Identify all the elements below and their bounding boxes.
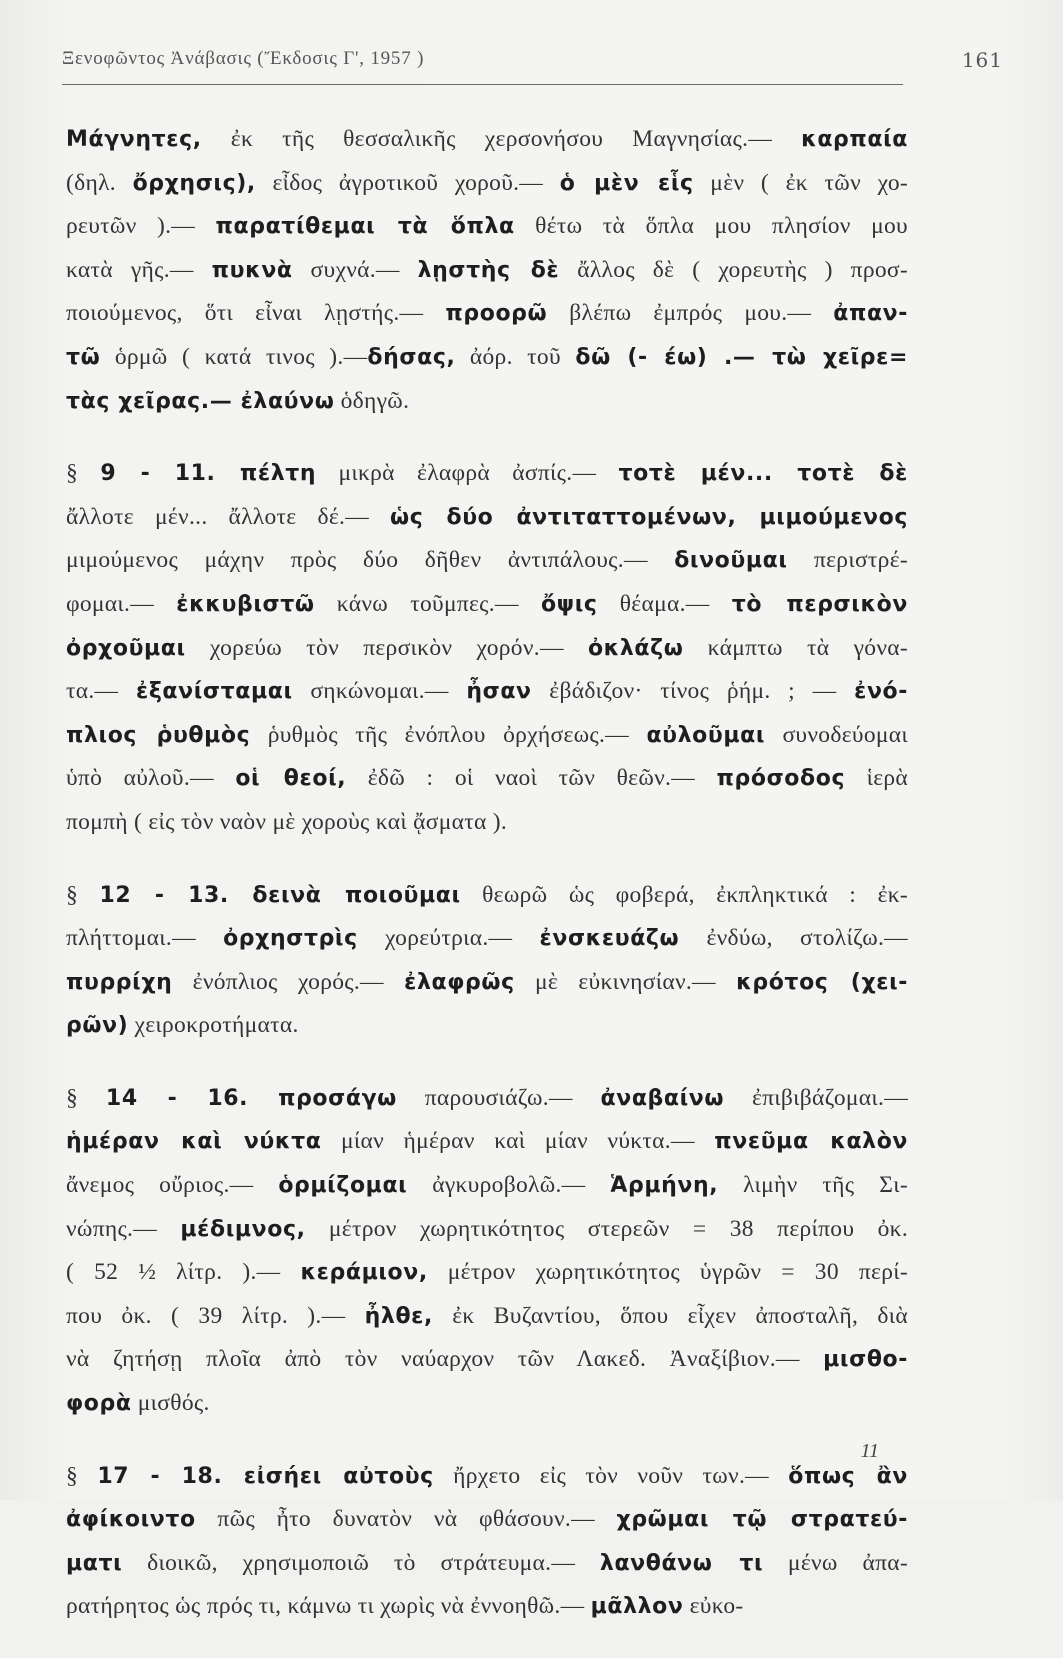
headword: ματι — [66, 1550, 123, 1576]
text-line — [66, 380, 908, 424]
headword: ρῶν) — [66, 1013, 129, 1039]
gloss-text: διοικῶ, χρησιμοποιῶ τὸ στράτευμα.— — [122, 1549, 600, 1576]
text-line — [66, 1338, 908, 1382]
headword: 12 - 13. δεινὰ ποιοῦμαι — [99, 882, 461, 908]
gloss-text: τα.— — [66, 678, 136, 705]
gloss-text: ( 52 ½ λίτρ. ).— — [66, 1259, 301, 1286]
gloss-text: εἶδος ἀγροτικοῦ χοροῦ.— — [255, 169, 560, 196]
headword: ἐνσκευάζω — [539, 926, 680, 952]
gloss-text: ἄλλοτε μέν... ἄλλοτε δέ.— — [66, 503, 391, 530]
headword: παρατίθεμαι τὰ ὅπλα — [215, 214, 515, 240]
gloss-text: ἤρχετο εἰς τὸν νοῦν των.— — [433, 1462, 789, 1489]
headword: ὁρμίζομαι — [278, 1173, 408, 1199]
running-title: Ξενοφῶντος Ἀνάβασις (Ἔκδοσις Γ', 1957 ) — [62, 48, 425, 69]
gloss-text: ὑπὸ αὐλοῦ.— — [66, 765, 236, 792]
gloss-text: κατὰ γῆς.— — [66, 256, 212, 283]
gloss-text: εὐκο- — [683, 1593, 744, 1620]
gloss-text: μικρὰ ἐλαφρὰ ἀσπίς.— — [316, 460, 619, 487]
text-line — [66, 1251, 908, 1295]
gloss-text: ὁδηγῶ. — [334, 387, 410, 414]
headword: ὅπως ἂν — [788, 1463, 908, 1489]
headword: αὐλοῦμαι — [646, 722, 765, 748]
gloss-text: βλέπω ἐμπρός μου.— — [547, 300, 834, 327]
glossary-paragraph — [66, 1455, 908, 1629]
text-line — [66, 1455, 908, 1499]
headword: κεράμιον, — [300, 1260, 428, 1286]
headword: πυκνὰ — [211, 257, 293, 283]
headword: 14 - 16. προσάγω — [105, 1085, 397, 1111]
headword: φορὰ — [66, 1391, 132, 1417]
running-head — [62, 44, 1003, 85]
headword: μᾶλλον — [590, 1594, 684, 1620]
gloss-text: μιμούμενος μάχην πρὸς δύο δῆθεν ἀντιπάλους.— — [66, 547, 675, 574]
gloss-text: συχνά.— — [292, 256, 418, 283]
text-line — [66, 1004, 908, 1048]
gloss-text: ἐνόπλιος χορός.— — [172, 968, 405, 995]
headword: ὁ μὲν εἷς — [559, 170, 694, 196]
text-line — [66, 292, 908, 336]
headword: πρόσοδος — [716, 766, 846, 792]
headword: ἀφίκοιντο — [66, 1507, 196, 1533]
headword: καρπαία — [801, 127, 908, 152]
headword: ἀναβαίνω — [600, 1085, 725, 1111]
gloss-text: § — [66, 460, 101, 487]
headword: 9 - 11. πέλτη — [100, 461, 317, 487]
gloss-text: χορεύω τὸν περσικὸν χορόν.— — [185, 634, 588, 661]
headword: λῃστὴς δὲ — [417, 257, 560, 283]
headword: πλιος ῥυθμὸς — [66, 722, 251, 748]
headword: μέδιμνος, — [180, 1216, 306, 1242]
gloss-text: περιστρέ- — [787, 547, 908, 574]
text-line — [66, 1164, 908, 1208]
gloss-text: μισθός. — [131, 1390, 210, 1417]
gloss-text: νώπης.— — [66, 1215, 181, 1242]
headword: ὄρχησις), — [132, 170, 256, 196]
text-line — [66, 1295, 908, 1339]
text-line — [66, 1542, 908, 1586]
text-line — [66, 714, 908, 758]
gloss-text: ἐνδύω, στολίζω.— — [679, 925, 908, 952]
text-line — [66, 670, 908, 714]
gloss-text: μέτρον χωρητικότητος ὑγρῶν = 30 περί- — [427, 1259, 908, 1286]
headword: ἐλαφρῶς — [404, 969, 515, 995]
text-line — [66, 1077, 908, 1121]
gloss-text: ἐδῶ : οἱ ναοὶ τῶν θεῶν.— — [346, 765, 717, 792]
gloss-text: ἀγκυροβολῶ.— — [407, 1172, 611, 1199]
headword: λανθάνω τι — [599, 1550, 764, 1576]
gloss-text: ἄνεμος οὔριος.— — [66, 1172, 279, 1199]
text-line — [66, 336, 908, 380]
headword: μισθο- — [823, 1347, 908, 1373]
headword: ἦσαν — [466, 679, 532, 705]
gloss-text: συνοδεύομαι — [765, 721, 908, 748]
text-line — [66, 583, 908, 627]
text-line — [66, 801, 908, 845]
text-line — [66, 452, 908, 496]
headword: δῶ (- έω) .— τὼ χεῖρε= — [575, 344, 908, 370]
text-line — [66, 539, 908, 583]
text-line — [66, 205, 908, 249]
gloss-text: ῥυθμὸς τῆς ἐνόπλου ὀρχήσεως.— — [250, 721, 647, 748]
headword: οἱ θεοί, — [235, 766, 347, 792]
gloss-text: § — [66, 1462, 98, 1489]
gloss-text: που ὀκ. ( 39 λίτρ. ).— — [66, 1302, 365, 1329]
gloss-text: ἐκ τῆς θεσσαλικῆς χερσονήσου Μαγνησίας.— — [201, 126, 802, 152]
gloss-text: (δηλ. — [66, 169, 133, 196]
gloss-text: πομπὴ ( εἰς τὸν ναὸν μὲ χοροὺς καὶ ᾄσματα ). — [66, 808, 508, 835]
text-line — [66, 874, 908, 918]
gloss-text: πῶς ἦτο δυνατὸν νὰ φθάσουν.— — [195, 1506, 617, 1533]
headword: τὸ περσικὸν — [731, 591, 908, 617]
gloss-text: ρευτῶν ).— — [66, 213, 216, 240]
headword: ἐνό- — [854, 679, 908, 705]
headword: ἐκκυβιστῶ — [176, 591, 315, 617]
gloss-text: ἀόρ. τοῦ — [455, 343, 576, 370]
headword: ὀρχηστρὶς — [223, 926, 358, 952]
gloss-text: κάνω τοῦμπες.— — [314, 590, 541, 617]
headword: ἐξανίσταμαι — [135, 679, 293, 705]
gloss-text: ἐπιβιβάζομαι.— — [724, 1084, 908, 1111]
headword: ἡμέραν καὶ νύκτα — [66, 1129, 322, 1155]
gloss-text: ἐβάδιζον· τίνος ῥήμ. ; — — [531, 678, 855, 705]
text-line — [66, 917, 908, 961]
glossary-paragraph — [66, 874, 908, 1048]
text-line — [66, 118, 908, 162]
gloss-text: παρουσιάζω.— — [396, 1084, 601, 1111]
headword: τῶ — [66, 344, 101, 370]
headword: χρῶμαι τῷ στρατεύ- — [616, 1507, 908, 1533]
text-line — [66, 1120, 908, 1164]
glossary-text — [66, 118, 908, 1658]
gloss-text: § — [66, 1084, 106, 1111]
gloss-text: ποιούμενος, ὅτι εἶναι λῃστής.— — [66, 300, 446, 327]
headword: προορῶ — [445, 301, 548, 327]
text-line — [66, 1498, 908, 1542]
headword: κρότος (χει- — [736, 969, 908, 995]
headword: ὡς δύο ἀντιταττομένων, μιμούμενος — [390, 504, 908, 530]
text-line — [66, 1585, 908, 1629]
gloss-text: κάμπτω τὰ γόνα- — [683, 634, 908, 661]
gloss-text: ὁρμῶ ( κατά τινος ).— — [100, 343, 368, 370]
glossary-paragraph — [66, 118, 908, 423]
headword: Μάγνητες, — [66, 127, 202, 152]
text-line — [66, 627, 908, 671]
text-line — [66, 1382, 908, 1426]
gloss-text: μὲ εὐκινησίαν.— — [514, 968, 737, 995]
headword: ὀρχοῦμαι — [66, 635, 186, 661]
headword: τοτὲ μέν... τοτὲ δὲ — [618, 461, 908, 487]
gloss-text: ἐκ Βυζαντίου, ὅπου εἶχεν ἀποσταλῆ, διὰ — [432, 1302, 908, 1329]
gloss-text: λιμὴν τῆς Σι- — [718, 1172, 908, 1199]
text-line — [66, 249, 908, 293]
page-number: 161 — [961, 48, 1003, 72]
headword: πυρρίχη — [66, 969, 173, 995]
gloss-text: ἄλλος δὲ ( χορευτὴς ) προσ- — [559, 256, 908, 283]
text-line — [66, 1208, 908, 1252]
gloss-text: θεωρῶ ὡς φοβερά, ἐκπληκτικά : ἐκ- — [460, 881, 908, 908]
gloss-text: χειροκροτήματα. — [128, 1012, 299, 1039]
headword: 17 - 18. εἰσήει αὐτοὺς — [97, 1463, 434, 1489]
text-line — [66, 757, 908, 801]
gloss-text: μίαν ἡμέραν καὶ μίαν νύκτα.— — [321, 1128, 715, 1155]
headword: δινοῦμαι — [674, 548, 788, 574]
gloss-text: σηκώνομαι.— — [292, 678, 467, 705]
headword: Ἁρμήνη, — [610, 1173, 719, 1199]
glossary-paragraph — [66, 1077, 908, 1426]
headword: ἀπαν- — [833, 301, 908, 327]
gloss-text: μένω ἀπα- — [763, 1549, 908, 1576]
gloss-text: ἱερὰ — [845, 765, 908, 792]
headword: δήσας, — [367, 344, 456, 370]
gloss-text: χορεύτρια.— — [357, 925, 540, 952]
text-line — [66, 496, 908, 540]
headword: πνεῦμα καλὸν — [714, 1129, 908, 1155]
headword: ὄψις — [540, 591, 598, 617]
gloss-text: νὰ ζητήσῃ πλοῖα ἀπὸ τὸν ναύαρχον τῶν Λακεδ. Ἀναξίβιον.— — [66, 1346, 824, 1373]
text-line — [66, 961, 908, 1005]
gloss-text: φομαι.— — [66, 590, 177, 617]
gloss-text: ρατήρητος ὡς πρός τι, κάμνω τι χωρὶς νὰ ἐννοηθῶ.— — [66, 1593, 591, 1620]
gloss-text: μέτρον χωρητικότητος στερεῶν = 38 περίπου ὀκ. — [305, 1215, 908, 1242]
gloss-text: μὲν ( ἐκ τῶν χο- — [693, 169, 908, 196]
gloss-text: § — [66, 881, 100, 908]
gloss-text: πλήττομαι.— — [66, 925, 224, 952]
gloss-text: θέαμα.— — [597, 590, 732, 617]
text-line — [66, 162, 908, 206]
printer-signature: 11 — [860, 1440, 879, 1462]
gloss-text: θέτω τὰ ὅπλα μου πλησίον μου — [514, 213, 908, 240]
headword: τὰς χεῖρας.— ἐλαύνω — [66, 388, 335, 414]
headword: ὀκλάζω — [587, 635, 684, 661]
glossary-paragraph — [66, 452, 908, 844]
headword: ἦλθε, — [364, 1303, 433, 1329]
